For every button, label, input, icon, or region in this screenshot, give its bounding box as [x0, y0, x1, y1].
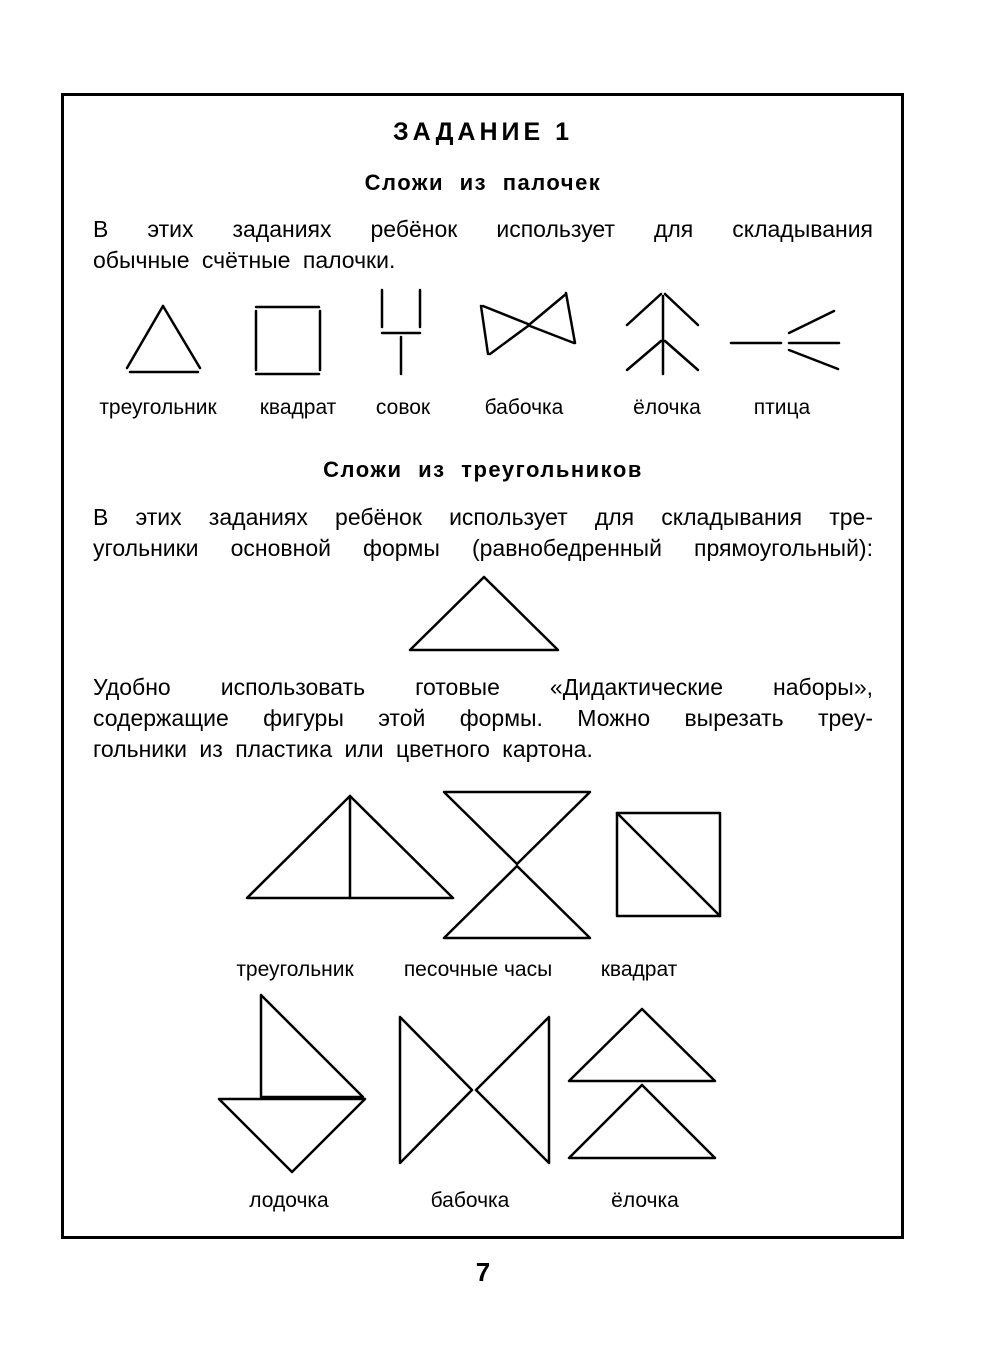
section-title-sticks: Сложи из палочек	[364, 170, 602, 195]
stick-fir-tree-figure	[627, 294, 698, 374]
label-stick-triangle: треугольник	[99, 396, 217, 419]
triangles-intro-line: угольники основной формы (равнобедренный прямоугольный):	[93, 535, 873, 561]
sticks-text-line: обычные счётные палочки.	[93, 247, 396, 273]
label-butterfly: бабочка	[430, 1189, 510, 1212]
boat-figure	[219, 995, 365, 1172]
label-stick-scoop: совок	[375, 396, 431, 419]
label-fir-tree: ёлочка	[611, 1189, 679, 1212]
stick-square-figure	[256, 307, 320, 374]
triangles-note-paragraph	[93, 672, 873, 765]
label-hourglass: песочные часы	[403, 958, 553, 981]
triangle-composite-figure	[247, 796, 453, 898]
label-stick-butterfly: бабочка	[484, 396, 564, 419]
sticks-text-line: В этих заданиях ребёнок использует для складывания	[93, 216, 873, 242]
triangles-note-line: Удобно использовать готовые «Дидактические наборы»,	[93, 674, 873, 700]
stick-bird-figure	[731, 311, 839, 369]
triangles-intro-line: В этих заданиях ребёнок использует для складывания тре-	[93, 504, 873, 530]
task-title: ЗАДАНИЕ 1	[392, 118, 574, 146]
page-number: 7	[475, 1257, 491, 1287]
label-stick-bird: птица	[753, 396, 811, 419]
fir-tree-figure	[569, 1009, 715, 1158]
triangles-note-line: гольники из пластика или цветного картона.	[93, 736, 593, 762]
label-stick-fir-tree: ёлочка	[633, 396, 701, 419]
label-triangle: треугольник	[236, 958, 354, 981]
stick-triangle-figure	[127, 306, 200, 372]
basic-triangle-shape	[410, 577, 558, 650]
label-square: квадрат	[600, 958, 678, 981]
stick-scoop-figure	[382, 290, 420, 374]
section-title-triangles: Сложи из треугольников	[323, 457, 643, 482]
butterfly-figure	[400, 1017, 549, 1163]
hourglass-figure	[444, 792, 590, 938]
stick-butterfly-figure	[481, 293, 575, 354]
label-boat: лодочка	[249, 1189, 329, 1212]
square-composite-figure	[617, 813, 720, 916]
label-stick-square: квадрат	[259, 396, 337, 419]
triangles-note-line: содержащие фигуры этой формы. Можно вырезать треу-	[93, 705, 873, 731]
triangles-intro-paragraph	[93, 502, 873, 564]
